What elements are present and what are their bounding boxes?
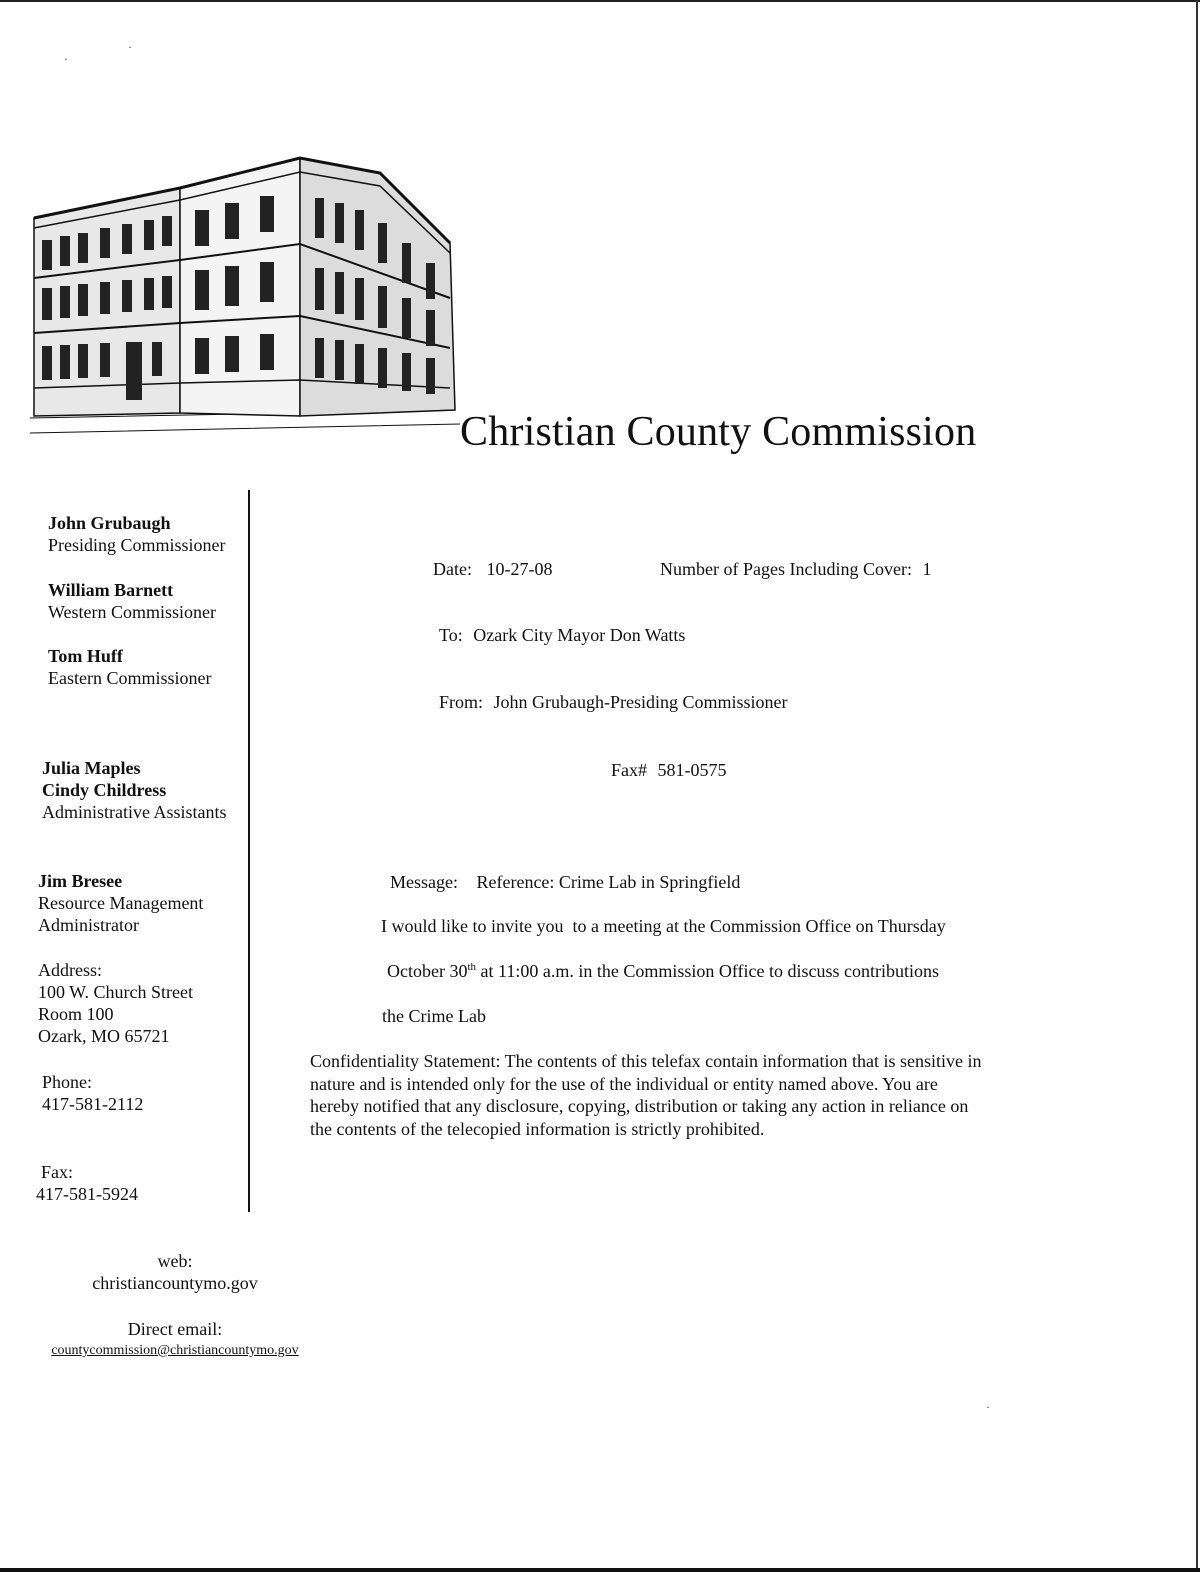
staff-assistants	[42, 757, 227, 823]
fax-label: Fax:	[41, 1162, 74, 1182]
page-border-top	[0, 0, 1200, 2]
staff-resource	[38, 870, 203, 936]
date-field	[433, 559, 552, 580]
letterhead-title: Christian County Commission	[460, 409, 977, 455]
message-line-2-text: at 11:00 a.m. in the Commission Office to discuss contributions	[476, 961, 940, 981]
message-label: Message:	[390, 872, 458, 892]
address-line: Ozark, MO 65721	[38, 1026, 170, 1046]
to-field	[439, 625, 685, 646]
staff-role: Administrator	[38, 915, 139, 935]
message-line-2	[387, 961, 939, 982]
address-block	[38, 959, 193, 1047]
message-line-1: I would like to invite you to a meeting at the Commission Office on Thursday	[381, 916, 946, 936]
to-value: Ozark City Mayor Don Watts	[473, 625, 686, 645]
phone-block	[42, 1071, 143, 1115]
staff-presiding	[48, 512, 226, 556]
staff-name: Tom Huff	[48, 646, 123, 666]
fax-value: 417-581-5924	[36, 1184, 138, 1204]
page-border-bottom	[0, 1568, 1200, 1572]
staff-role: Presiding Commissioner	[48, 535, 226, 555]
from-field	[439, 692, 788, 713]
message-reference-text: Reference: Crime Lab in Springfield	[476, 872, 741, 892]
pages-label: Number of Pages Including Cover:	[660, 559, 912, 579]
web-label: web:	[157, 1251, 193, 1271]
pages-field	[660, 559, 931, 580]
message-reference	[390, 872, 740, 893]
web-link[interactable]: christiancountymo.gov	[92, 1273, 258, 1293]
staff-name: John Grubaugh	[48, 513, 171, 533]
staff-name: Cindy Childress	[42, 780, 167, 800]
staff-name: Jim Bresee	[38, 871, 123, 891]
address-label: Address:	[38, 960, 102, 980]
staff-eastern	[48, 645, 211, 689]
pages-value: 1	[922, 559, 932, 579]
email-label: Direct email:	[127, 1319, 223, 1339]
staff-role: Eastern Commissioner	[48, 668, 212, 688]
web-block	[0, 1250, 355, 1294]
staff-name: Julia Maples	[42, 758, 141, 778]
phone-value: 417-581-2112	[42, 1094, 144, 1114]
staff-role: Administrative Assistants	[42, 802, 227, 822]
message-line-3: the Crime Lab	[382, 1006, 486, 1026]
staff-western	[48, 579, 216, 623]
page-border-right	[1196, 0, 1198, 1572]
date-value: 10-27-08	[486, 559, 553, 579]
from-value: John Grubaugh-Presiding Commissioner	[493, 692, 788, 712]
confidentiality-statement: Confidentiality Statement: The contents of this telefax contain information that is sensitive in nature and is intended only for the use of the individual or entity named above. You are hereby notified that any disclosure, copying, distribution or taking any action in reliance on the contents of the telecopied information is strictly prohibited.	[310, 1051, 982, 1139]
scan-speck: ·	[986, 1400, 990, 1414]
to-label: To:	[439, 625, 463, 645]
staff-role: Western Commissioner	[48, 602, 217, 622]
sidebar-divider	[248, 490, 250, 1212]
scan-speck: ·	[128, 40, 132, 54]
staff-role: Resource Management	[38, 893, 204, 913]
courthouse-illustration	[30, 148, 462, 448]
fax-block	[36, 1161, 138, 1205]
phone-label: Phone:	[42, 1072, 93, 1092]
from-label: From:	[439, 692, 484, 712]
message-date-suffix: th	[467, 961, 477, 973]
message-date: October 30	[387, 961, 468, 981]
date-label: Date:	[433, 559, 472, 579]
address-line: 100 W. Church Street	[38, 982, 193, 1002]
scan-speck: ·	[64, 52, 68, 66]
address-line: Room 100	[38, 1004, 114, 1024]
fax-number-label: Fax#	[611, 760, 647, 780]
fax-number-value: 581-0575	[657, 760, 727, 780]
staff-name: William Barnett	[48, 580, 174, 600]
fax-number-field	[611, 760, 727, 781]
email-block	[0, 1318, 355, 1362]
email-link[interactable]: countycommission@christiancountymo.gov	[51, 1343, 299, 1358]
